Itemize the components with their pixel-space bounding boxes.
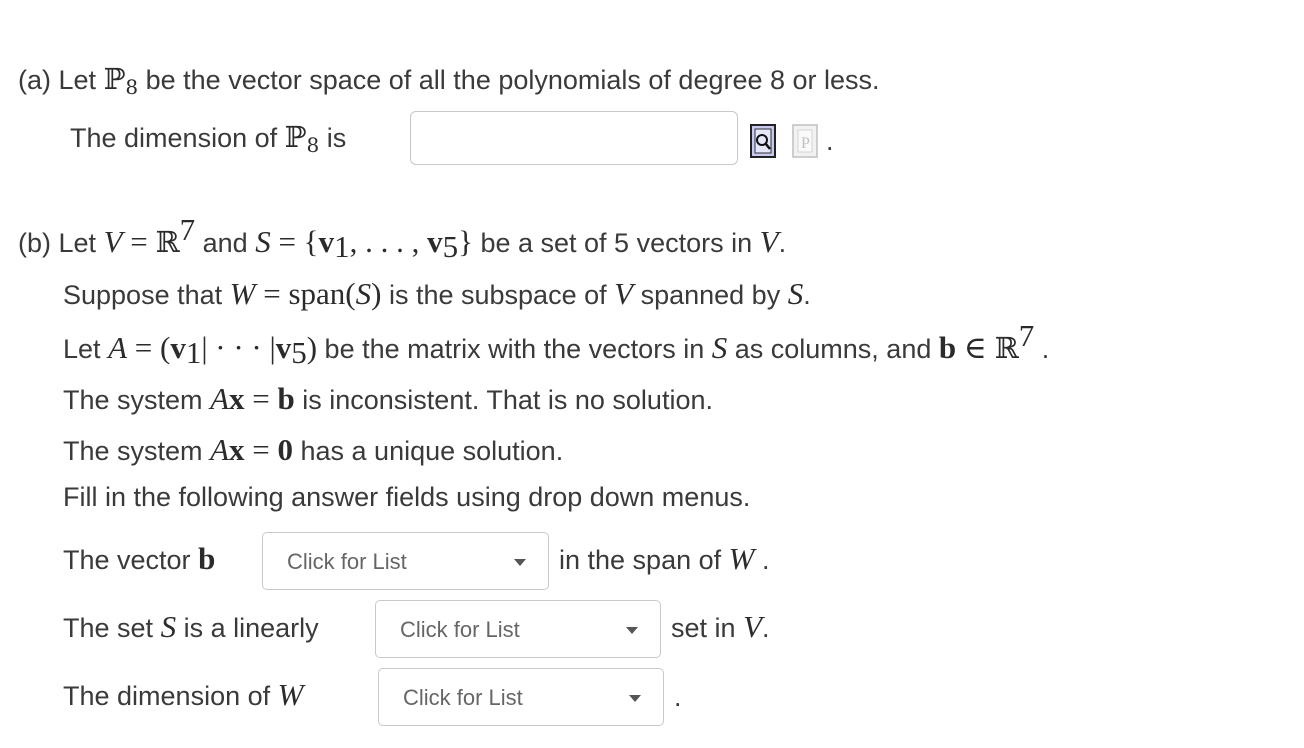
dimension-answer-input[interactable] [410, 111, 738, 165]
q3-dropdown[interactable]: Click for List [378, 668, 664, 726]
part-a-question: The dimension of ℙ$_8$ is [70, 120, 347, 157]
period: . [674, 682, 682, 712]
q3-prefix: The dimension of W [63, 677, 304, 712]
q1-dropdown[interactable]: Click for List [262, 532, 549, 590]
preview-answer-icon[interactable] [750, 124, 776, 158]
part-b-matrix: Let $A = (v_1|$ · · · $|v_5$) be the matrix with the vectors in S as columns, and b ∈ ℝ$^7$ . [63, 318, 1050, 370]
q2-prefix: The set S is a linearly [63, 609, 319, 644]
chevron-down-icon [629, 695, 641, 702]
q2-dropdown[interactable]: Click for List [375, 600, 661, 658]
part-b-unique: The system Ax = 0 has a unique solution. [63, 432, 564, 467]
entry-help-icon[interactable] [792, 124, 818, 158]
q1-suffix: in the span of W . [559, 541, 770, 576]
math-P8: ℙ$_8$ [284, 120, 320, 157]
math-P8: ℙ$_8$ [103, 62, 139, 99]
part-b-statement: (b) Let V = ℝ$^7$ and $S = \{v_1$, . . . , $v_5$} be a set of 5 vectors in V. [18, 212, 787, 264]
part-b-subspace: Suppose that W = span(S) is the subspace of V spanned by S. [63, 276, 811, 311]
chevron-down-icon [514, 559, 526, 566]
part-a-statement: (a) Let ℙ$_8$ be the vector space of all the polynomials of degree 8 or less. [18, 62, 880, 99]
svg-text:P: P [801, 135, 810, 152]
q2-suffix: set in V. [671, 609, 770, 644]
chevron-down-icon [626, 627, 638, 634]
part-b-inconsistent: The system Ax = b is inconsistent. That is no solution. [63, 381, 713, 416]
part-b-instructions: Fill in the following answer fields using drop down menus. [63, 482, 751, 512]
period: . [826, 126, 834, 156]
q1-prefix: The vector b [63, 541, 216, 576]
